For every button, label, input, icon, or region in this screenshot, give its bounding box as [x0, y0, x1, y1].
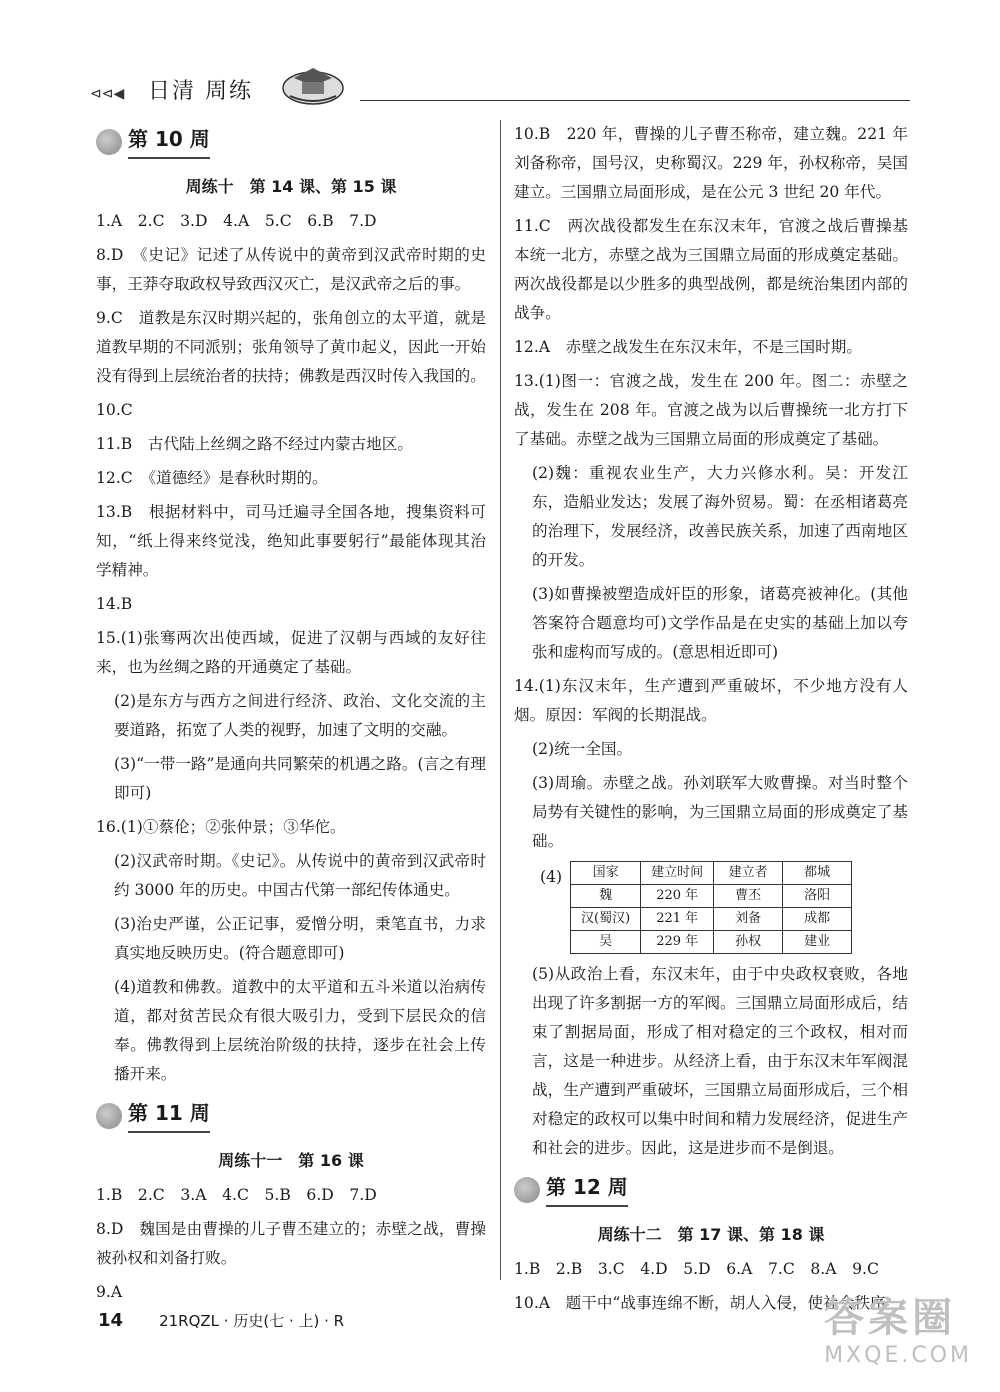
- answer-subline: (3)如曹操被塑造成奸臣的形象，诸葛亮被神化。(其他答案符合题意均可)文学作品是在史实的基础上加以夸张和虚构而写成的。(意思相近即可): [532, 585, 908, 661]
- answer-subline: (2)汉武帝时期。《史记》。从传说中的黄帝到汉武帝时约 3000 年的历史。中国古代第一部纪传体通史。: [114, 852, 486, 899]
- week-marker-icon: [96, 1103, 122, 1129]
- book-logo-icon: [280, 62, 346, 106]
- week-title: 第 10 周: [128, 125, 210, 159]
- page-number: 14: [98, 1310, 124, 1331]
- header-arrows: ⊲⊲◀: [90, 86, 125, 102]
- week-11-heading: [96, 1094, 486, 1138]
- week-12-heading: [514, 1168, 908, 1212]
- header-rule: [360, 100, 910, 101]
- table-cell: 魏: [571, 885, 641, 908]
- header-brand: 日清 周练: [148, 79, 253, 104]
- exercise-title: 周练十二 第 17 课、第 18 课: [597, 1225, 825, 1244]
- answer-line: 12.C 《道德经》是春秋时期的。: [96, 469, 328, 487]
- answer-line: 14.(1)东汉末年，生产遭到严重破坏，不少地方没有人烟。原因：军阀的长期混战。: [514, 677, 908, 724]
- table-row: [571, 885, 852, 908]
- answer-subline: (3)治史严谨，公正记事，爱憎分明，秉笔直书，力求真实地反映历史。(符合题意即可): [114, 915, 486, 962]
- watermark-url: MXQE.COM: [824, 1343, 972, 1368]
- watermark-logo: 答案圈: [824, 1295, 957, 1341]
- answer-line: 16.(1)①蔡伦；②张仲景；③华佗。: [96, 818, 346, 836]
- table-header-cell: 国家: [571, 862, 641, 885]
- answer-subline: (5)从政治上看，东汉末年，由于中央政权衰败，各地出现了许多割据一方的军阀。三国鼎立局面形成后，结束了割据局面，形成了相对稳定的三个政权，相对而言，这是一种进步。从经济上看，由于东汉末年军阀混战，生产遭到严重破坏，三国鼎立局面形成后，三个相对稳定的政权可以集中时间和精力发展经济，促进生产和社会的进步。因此，这是进步而不是倒退。: [532, 965, 908, 1157]
- answer-line: 8.D 魏国是由曹操的儿子曹丕建立的；赤壁之战，曹操被孙权和刘备打败。: [96, 1220, 486, 1267]
- answer-line: 12.A 赤壁之战发生在东汉末年，不是三国时期。: [514, 338, 862, 356]
- table-cell: 孙权: [714, 931, 783, 954]
- answer-subline: (2)魏：重视农业生产，大力兴修水利。吴：开发江东，造船业发达；发展了海外贸易。蜀：在丞相诸葛亮的治理下，发展经济，改善民族关系，加速了西南地区的开发。: [532, 464, 908, 569]
- answer-subline: (2)是东方与西方之间进行经济、政治、文化交流的主要道路，拓宽了人类的视野，加速了文明的交融。: [114, 692, 486, 739]
- answer-line: 10.A 题干中“战事连绵不断，胡人入侵，使社会秩序: [514, 1294, 886, 1312]
- answer-subline: (3)周瑜。赤壁之战。孙刘联军大败曹操。对当时整个局势有关键性的影响，为三国鼎立局面的形成奠定了基础。: [532, 774, 908, 850]
- watermark: [824, 1286, 972, 1368]
- answer-line: 11.B 古代陆上丝绸之路不经过内蒙古地区。: [96, 435, 413, 453]
- left-column: [96, 120, 486, 1312]
- week-marker-icon: [514, 1177, 540, 1203]
- table-cell: 221 年: [641, 908, 714, 931]
- book-code: 21RQZL · 历史(七 · 上) · R: [159, 1312, 345, 1330]
- week-title: 第 12 周: [546, 1173, 628, 1207]
- table-cell: 刘备: [714, 908, 783, 931]
- answer-line: 1.B 2.C 3.A 4.C 5.B 6.D 7.D: [96, 1186, 377, 1204]
- exercise-title: 周练十 第 14 课、第 15 课: [185, 177, 397, 196]
- answer-line: 9.A: [96, 1283, 123, 1301]
- table-cell: 成都: [783, 908, 852, 931]
- table-cell: 229 年: [641, 931, 714, 954]
- table-header-row: [571, 862, 852, 885]
- exercise-title: 周练十一 第 16 课: [218, 1151, 364, 1170]
- page-header: [90, 62, 910, 106]
- table-row: [571, 931, 852, 954]
- table-header-cell: 建立时间: [641, 862, 714, 885]
- answer-line: 9.C 道教是东汉时期兴起的，张角创立的太平道，就是道教早期的不同派别；张角领导了黄巾起义，因此一开始没有得到上层统治者的扶持；佛教是西汉时传入我国的。: [96, 309, 486, 385]
- table-cell: 洛阳: [783, 885, 852, 908]
- answer-line: 8.D 《史记》记述了从传说中的黄帝到汉武帝时期的史事，王莽夺取政权导致西汉灭亡，是汉武帝之后的事。: [96, 246, 486, 293]
- page-footer: [98, 1310, 344, 1331]
- table-cell: 汉(蜀汉): [571, 908, 641, 931]
- answer-line: 10.B 220 年，曹操的儿子曹丕称帝，建立魏。221 年刘备称帝，国号汉，史称蜀汉。229 年，孙权称帝，吴国建立。三国鼎立局面形成，是在公元 3 世纪 20 年代。: [514, 125, 908, 201]
- answer-line: 10.C: [96, 401, 133, 419]
- column-divider: [500, 120, 501, 1280]
- answer-subline: (2)统一全国。: [532, 740, 633, 758]
- answer-line: 15.(1)张骞两次出使西域，促进了汉朝与西域的友好往来，也为丝绸之路的开通奠定了基础。: [96, 629, 486, 676]
- answer-line: 1.A 2.C 3.D 4.A 5.C 6.B 7.D: [96, 212, 377, 230]
- answer-line: 1.B 2.B 3.C 4.D 5.D 6.A 7.C 8.A 9.C: [514, 1260, 879, 1278]
- right-column: [514, 120, 908, 1323]
- table-cell: 吴: [571, 931, 641, 954]
- week-10-heading: [96, 120, 486, 164]
- table-header-cell: 建立者: [714, 862, 783, 885]
- week-title: 第 11 周: [128, 1099, 210, 1133]
- answer-line: 13.B 根据材料中，司马迁遍寻全国各地，搜集资料可知，“纸上得来终觉浅，绝知此事要躬行”最能体现其治学精神。: [96, 503, 486, 579]
- three-kingdoms-table: [570, 861, 852, 954]
- table-header-cell: 都城: [783, 862, 852, 885]
- table-cell: 曹丕: [714, 885, 783, 908]
- answer-subline: (3)“一带一路”是通向共同繁荣的机遇之路。(言之有理即可): [114, 755, 486, 802]
- answer-line: 11.C 两次战役都发生在东汉末年，官渡之战后曹操基本统一北方，赤壁之战为三国鼎立局面的形成奠定基础。两次战役都是以少胜多的典型战例，都是统治集团内部的战争。: [514, 217, 908, 322]
- answer-subline: (4)道教和佛教。道教中的太平道和五斗米道以治病传道，都对贫苦民众有很大吸引力，受到下层民众的信奉。佛教得到上层统治阶级的扶持，逐步在社会上传播开来。: [114, 978, 486, 1083]
- week-marker-icon: [96, 129, 122, 155]
- table-cell: 220 年: [641, 885, 714, 908]
- table-row: [571, 908, 852, 931]
- answer-line: 14.B: [96, 595, 133, 613]
- table-label: (4): [540, 868, 563, 886]
- three-kingdoms-table-block: [514, 861, 908, 954]
- answer-line: 13.(1)图一：官渡之战，发生在 200 年。图二：赤壁之战，发生在 208 年。官渡之战为以后曹操统一北方打下了基础。赤壁之战为三国鼎立局面的形成奠定了基础。: [514, 372, 908, 448]
- table-cell: 建业: [783, 931, 852, 954]
